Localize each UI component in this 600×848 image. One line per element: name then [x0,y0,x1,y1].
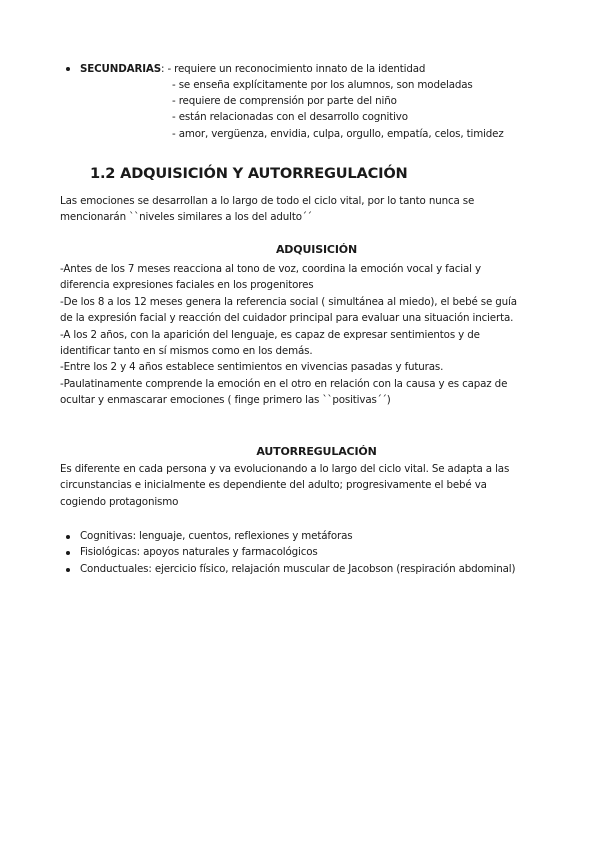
autorregulacion-paragraph [60,461,580,510]
list-item: Cognitivas: lenguaje, cuentos, reflexiones y metáforas [80,530,353,542]
intro-paragraph [60,193,580,226]
section-heading: 1.2 ADQUISICIÓN Y AUTORREGULACIÓN [90,165,408,182]
paragraph-line: Es diferente en cada persona y va evolucionando a lo largo del ciclo vital. Se adapta a las [60,463,510,475]
adquisicion-heading: ADQUISICIÓN [275,243,358,256]
secundarias-item: - están relacionadas con el desarrollo cognitivo [172,111,408,123]
secundarias-item: - amor, vergüenza, envidia, culpa, orgullo, empatía, celos, timidez [172,128,504,140]
autorregulacion-heading: AUTORREGULACIÓN [256,445,377,458]
paragraph-line: mencionarán ``niveles similares a los del adulto´´ [60,211,312,224]
list-item: Conductuales: ejercicio físico, relajación muscular de Jacobson (respiración abdominal) [80,563,516,575]
secundarias-item: - se enseña explícitamente por los alumnos, son modeladas [172,79,473,91]
paragraph-line: -Entre los 2 y 4 años establece sentimientos en vivencias pasadas y futuras. [60,361,444,374]
paragraph-line: diferencia expresiones faciales en los progenitores [60,279,314,292]
paragraph-line: ocultar y enmascarar emociones ( finge primero las ``positivas´´) [60,394,391,407]
adquisicion-paragraph [60,261,580,409]
bullet-dot [66,568,70,572]
bullet-dot [66,67,70,71]
paragraph-line: Las emociones se desarrollan a lo largo de todo el ciclo vital, por lo tanto nunca se [60,195,475,207]
paragraph-line: -A los 2 años, con la aparición del lenguaje, es capaz de expresar sentimientos y de [60,328,480,341]
paragraph-line: -Antes de los 7 meses reacciona al tono de voz, coordina la emoción vocal y facial y [60,263,481,275]
secundarias-item: - requiere de comprensión por parte del niño [172,95,397,107]
secundarias-label: SECUNDARIAS [80,63,161,75]
bullet-dot [66,535,70,539]
paragraph-line: de la expresión facial y reacción del cuidador principal para evaluar una situación incierta. [60,312,514,325]
secundarias-line-1 [80,61,425,78]
secundarias-item: - requiere un reconocimiento innato de la identidad [167,63,426,75]
secundarias-separator: : [161,63,168,75]
paragraph-line: identificar tanto en sí mismos como en los demás. [60,345,313,358]
paragraph-line: -Paulatinamente comprende la emoción en el otro en relación con la causa y es capaz de [60,377,508,390]
paragraph-line: cogiendo protagonismo [60,495,179,508]
paragraph-line: -De los 8 a los 12 meses genera la referencia social ( simultánea al miedo), el bebé se guía [60,295,517,308]
paragraph-line: circunstancias e inicialmente es dependiente del adulto; progresivamente el bebé va [60,479,487,492]
list-item: Fisiológicas: apoyos naturales y farmacológicos [80,546,318,558]
bullet-dot [66,551,70,555]
